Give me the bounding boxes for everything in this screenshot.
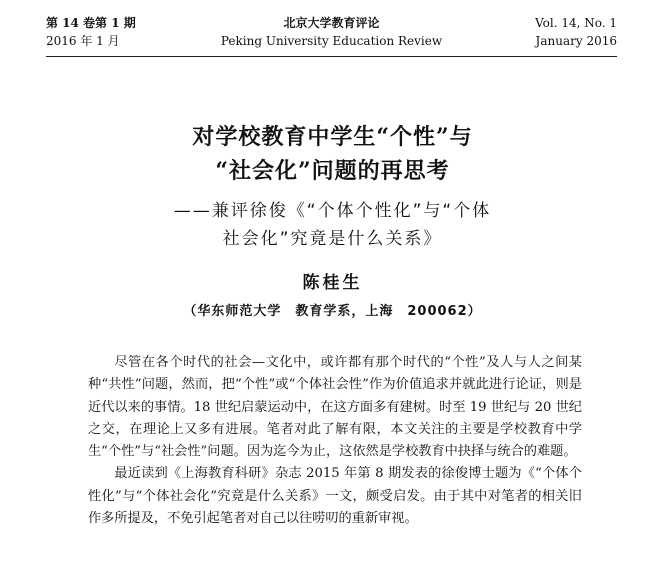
article-title-line-1: 对学校教育中学生“个性”与 [192,124,473,150]
header-date-en: January 2016 [535,34,617,48]
article-author: 陈桂生 [302,273,363,293]
article-body [88,352,582,530]
header-date-cn: 2016 年 1 月 [46,34,120,48]
author-affiliation: （华东师范大学 教育学系，上海 200062） [183,304,482,319]
article-subtitle-line-1: ——兼评徐俊《“个体个性化”与“个体 [173,201,492,221]
header-rule [46,56,617,57]
article-subtitle-line-2: 社会化”究竟是什么关系》 [222,229,443,249]
article-title [0,120,665,188]
header-journal-name-cn: 北京大学教育评论 [283,16,380,30]
article-subtitle [0,197,665,253]
header-journal-name-en: Peking University Education Review [220,34,443,48]
header-volume-issue-en [535,14,617,50]
header-volume-cn: 第 14 卷第 1 期 [46,16,136,30]
body-paragraph-2: 最近读到《上海教育科研》杂志 2015 年第 8 期发表的徐俊博士题为《“个体个性化”与“个体社会化”究竟是什么关系》一文，颇受启发。由于其中对笔者的相关旧作多所提及，不免引起笔者对自己以往唠叨的重新审视。 [88,466,582,527]
body-paragraph-1: 尽管在各个时代的社会—文化中，或许都有那个时代的“个性”及人与人之间某种“共性”问题，然而，把“个性”或“个体社会性”作为价值追求并就此进行论证，则是近代以来的事情。18 世纪启蒙运动中，在这方面多有建树。时至 19 世纪与 20 世纪之交，在理论上又多有进展。笔者对此了解有限，本文关注的主要是学校教育中学生“个性”与“社会性”问题。因为迄今为止，这依然是学校教育中抉择与统合的难题。 [88,355,582,460]
article-title-line-2: “社会化”问题的再思考 [215,158,450,184]
running-header [46,14,617,54]
header-volume-en: Vol. 14, No. 1 [535,16,617,30]
header-journal-name [46,14,617,50]
